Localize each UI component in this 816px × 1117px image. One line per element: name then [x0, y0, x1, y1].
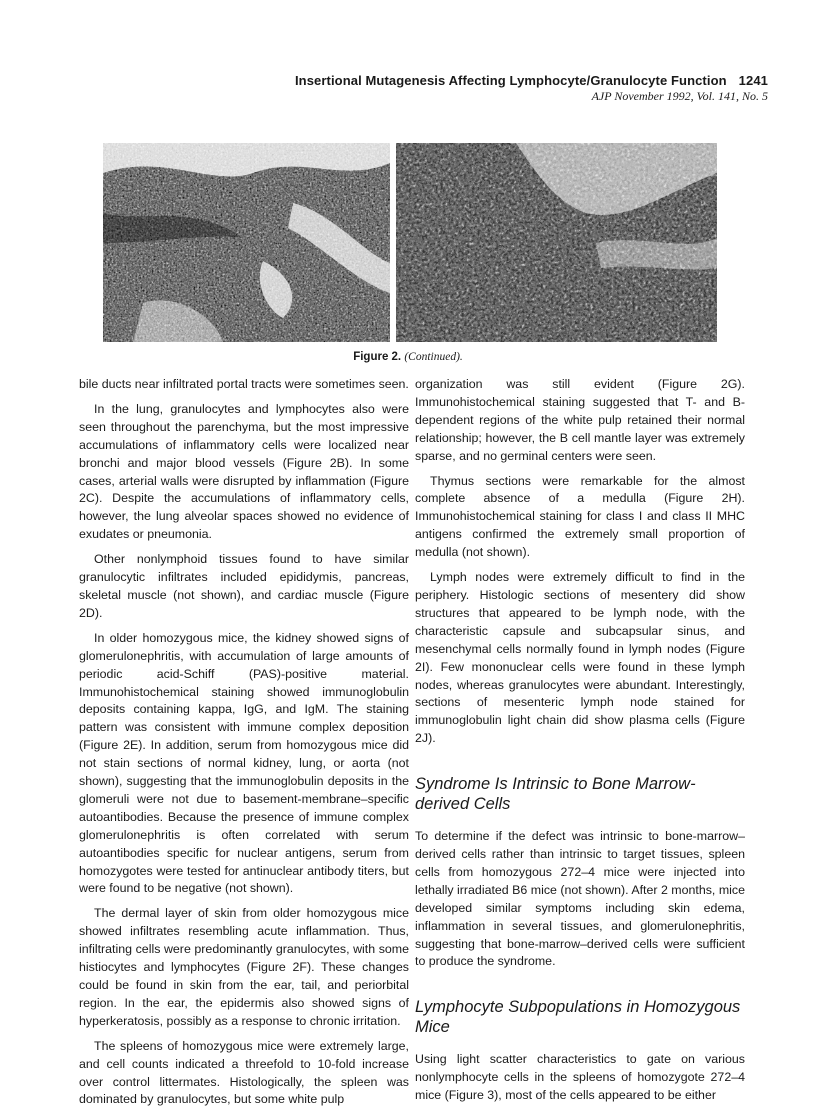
- running-header: [295, 73, 768, 104]
- figure-caption-text: (Continued).: [404, 351, 463, 363]
- paragraph: In older homozygous mice, the kidney showed signs of glomerulonephritis, with accumulation of large amounts of periodic acid-Schiff (PAS)-positive material. Immunohistochemical staining showed immunoglobulin deposits containing kappa, IgG, and IgM. The staining pattern was consistent with immune complex deposition (Figure 2E). In addition, serum from homozygous mice did not stain sections of normal kidney, lung, or aorta (not shown), suggesting that the immunoglobulin deposits in the glomeruli were not due to basement-membrane–specific autoantibodies. Because the presence of immune complex glomerulonephritis is often correlated with serum autoantibodies specific for nuclear antigens, serum from homozygotes were tested for antinuclear antibody titers, but were found to be negative (not shown).: [79, 630, 409, 896]
- micrograph-left: [103, 143, 390, 342]
- running-title: Insertional Mutagenesis Affecting Lymphocyte/Granulocyte Function: [294, 73, 727, 88]
- paragraph: The spleens of homozygous mice were extremely large, and cell counts indicated a threefold to 10-fold increase over control littermates. Histologically, the spleen was dominated by granulocytes, but some white pulp: [79, 1038, 409, 1107]
- page-number: 1241: [738, 73, 768, 88]
- journal-citation: AJP November 1992, Vol. 141, No. 5: [591, 89, 768, 103]
- figure-2-continued: [103, 143, 717, 342]
- paragraph: To determine if the defect was intrinsic to bone-marrow–derived cells rather than intrinsic to target tissues, spleen cells from homozygous 272–4 mice were injected into lethally irradiated B6 mice (not shown). After 2 months, mice developed similar symptoms including skin edema, inflammation in several tissues, and glomerulonephritis, suggesting that bone-marrow–derived cells were sufficient to produce the syndrome.: [415, 829, 745, 969]
- paragraph: Lymph nodes were extremely difficult to find in the periphery. Histologic sections of mesentery did show structures that appeared to be lymph node, with the characteristic capsule and subcapsular sinus, and mesenchymal cells normally found in lymph nodes (Figure 2I). Few mononuclear cells were found in these lymph nodes, whereas granulocytes were abundant. Interestingly, sections of mesenteric lymph node stained for immunoglobulin light chain did show plasma cells (Figure 2J).: [415, 570, 745, 746]
- paragraph: Using light scatter characteristics to gate on various nonlymphocyte cells in the spleens of homozygote 272–4 mice (Figure 3), most of the cells appeared to be either: [415, 1052, 745, 1103]
- micrograph-right-image: [396, 143, 717, 342]
- figure-caption: [0, 351, 816, 363]
- paragraph: Thymus sections were remarkable for the almost complete absence of a medulla (Figure 2H). Immunohistochemical staining for class I and class II MHC antigens confirmed the extremely small proportion of medulla (not shown).: [415, 473, 745, 560]
- section-heading: Syndrome Is Intrinsic to Bone Marrow-derived Cells: [415, 775, 696, 814]
- micrograph-right: [396, 143, 717, 342]
- section-heading: Lymphocyte Subpopulations in Homozygous Mice: [415, 998, 741, 1037]
- running-title-line: [295, 73, 768, 88]
- paragraph: bile ducts near infiltrated portal tracts were sometimes seen.: [79, 377, 409, 391]
- figure-caption-label: Figure 2.: [353, 351, 402, 363]
- paragraph: The dermal layer of skin from older homozygous mice showed infiltrates resembling acute inflammation. Thus, infiltrating cells were predominantly granulocytes, with some histiocytes and lymphocytes (Figure 2F). These changes could be found in skin from the ear, tail, and periorbital region. In the ear, the epidermis also showed signs of hyperkeratosis, possibly as a response to chronic irritation.: [79, 906, 409, 1028]
- paragraph: organization was still evident (Figure 2G). Immunohistochemical staining suggested that T- and B-dependent regions of the white pulp retained their normal relationship; however, the B cell mantle layer was extremely sparse, and no germinal centers were seen.: [415, 377, 745, 463]
- paragraph: In the lung, granulocytes and lymphocytes also were seen throughout the parenchyma, but the most impressive accumulations of inflammatory cells were localized near bronchi and major blood vessels (Figure 2B). In some cases, arterial walls were disrupted by inflammation (Figure 2C). Despite the accumulations of inflammatory cells, however, the lung alveolar spaces showed no evidence of exudates or pneumonia.: [79, 401, 409, 542]
- paragraph: Other nonlymphoid tissues found to have similar granulocytic infiltrates included epididymis, pancreas, skeletal muscle (not shown), and cardiac muscle (Figure 2D).: [79, 552, 409, 620]
- micrograph-left-image: [103, 143, 390, 342]
- left-column: [79, 376, 409, 1116]
- right-column: [415, 376, 745, 1112]
